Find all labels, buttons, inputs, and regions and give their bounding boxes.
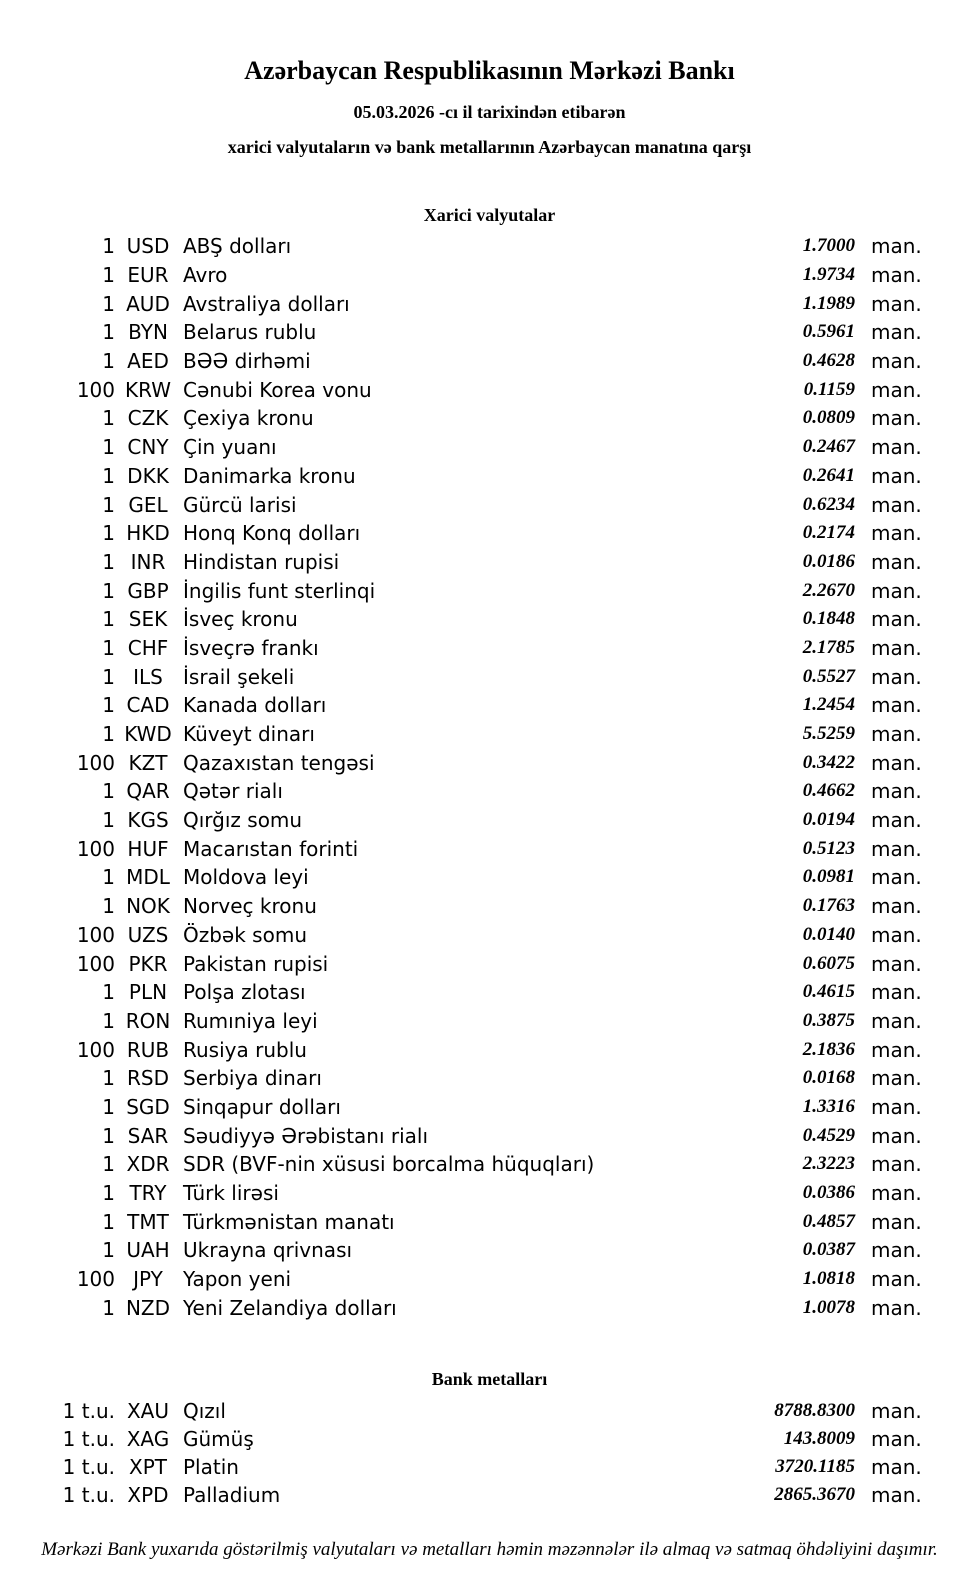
currency-name: Gümüş bbox=[183, 1427, 254, 1452]
unit-label: man. bbox=[871, 406, 922, 431]
section-heading-metals: Bank metalları bbox=[431, 1369, 548, 1390]
currency-row bbox=[0, 949, 979, 978]
section-heading-currencies: Xarici valyutalar bbox=[423, 205, 556, 225]
currency-row bbox=[0, 748, 979, 777]
unit-label: man. bbox=[871, 377, 922, 402]
currency-code: GEL bbox=[128, 492, 168, 517]
exchange-rate: 0.3875 bbox=[802, 1009, 855, 1031]
subtitle: xarici valyutaların və bank metallarının Azərbaycan manatına qarşı bbox=[227, 137, 752, 157]
currency-code: DKK bbox=[127, 463, 169, 488]
currency-code: USD bbox=[126, 234, 170, 259]
currency-name: Moldova leyi bbox=[183, 865, 309, 890]
unit-label: man. bbox=[871, 349, 922, 374]
currency-name: Türk lirəsi bbox=[183, 1181, 279, 1206]
currency-code: CZK bbox=[127, 406, 169, 431]
currency-name: Norveç kronu bbox=[183, 894, 317, 919]
exchange-rate: 3720.1185 bbox=[775, 1456, 855, 1478]
exchange-rate: 0.2174 bbox=[802, 522, 855, 544]
quantity: 1 bbox=[102, 320, 115, 345]
exchange-rate: 0.5123 bbox=[802, 837, 855, 859]
quantity: 1 bbox=[102, 1152, 115, 1177]
currency-name: Yeni Zelandiya dolları bbox=[183, 1295, 397, 1320]
currency-code: PLN bbox=[128, 980, 168, 1005]
exchange-rate: 1.3316 bbox=[802, 1095, 855, 1117]
quantity: 1 bbox=[102, 722, 115, 747]
currency-row bbox=[0, 433, 979, 462]
currency-name: Qırğız somu bbox=[183, 808, 303, 833]
exchange-rate: 8788.8300 bbox=[774, 1400, 855, 1422]
currency-row bbox=[0, 1207, 979, 1236]
currency-row bbox=[0, 1121, 979, 1150]
currency-name: İngilis funt sterlinqi bbox=[183, 578, 376, 603]
unit-label: man. bbox=[871, 549, 922, 574]
quantity: 1 bbox=[102, 693, 115, 718]
currency-code: XDR bbox=[126, 1152, 170, 1177]
currency-row bbox=[0, 1064, 979, 1093]
quantity: 1 t.u. bbox=[62, 1455, 115, 1480]
currency-name: İsrail şekeli bbox=[183, 664, 295, 689]
currency-name: Rusiya rublu bbox=[183, 1037, 307, 1062]
currency-code: UZS bbox=[127, 922, 169, 947]
exchange-rate: 1.0078 bbox=[802, 1296, 855, 1318]
currency-name: Qızıl bbox=[183, 1399, 226, 1424]
currency-row bbox=[0, 462, 979, 491]
currency-name: Yapon yeni bbox=[183, 1267, 292, 1292]
currency-row bbox=[0, 1293, 979, 1322]
unit-label: man. bbox=[871, 894, 922, 919]
unit-label: man. bbox=[871, 922, 922, 947]
currency-name: Səudiyyə Ərəbistanı rialı bbox=[183, 1123, 429, 1148]
quantity: 1 bbox=[102, 1238, 115, 1263]
currency-row bbox=[0, 347, 979, 376]
currency-code: HUF bbox=[127, 836, 169, 861]
exchange-rate: 0.0194 bbox=[802, 809, 855, 831]
footer-note: Mərkəzi Bank yuxarıda göstərilmiş valyutaları və metalları həmin məzənnələr ilə almaq və satmaq öhdəliyini daşımır. bbox=[41, 1539, 938, 1561]
currency-name: Çin yuanı bbox=[183, 435, 277, 460]
currency-row bbox=[0, 318, 979, 347]
unit-label: man. bbox=[871, 865, 922, 890]
quantity: 1 bbox=[102, 578, 115, 603]
currency-row bbox=[0, 1035, 979, 1064]
exchange-rate: 0.6234 bbox=[802, 493, 855, 515]
currency-name: İsveçrə frankı bbox=[183, 635, 319, 660]
exchange-rate: 0.0387 bbox=[802, 1239, 855, 1261]
currency-code: NOK bbox=[126, 894, 170, 919]
unit-label: man. bbox=[871, 1399, 922, 1424]
quantity: 1 bbox=[102, 1123, 115, 1148]
currency-name: ABŞ dolları bbox=[183, 234, 292, 259]
currency-code: EUR bbox=[127, 263, 169, 288]
exchange-rate: 2865.3670 bbox=[774, 1484, 855, 1506]
exchange-rate: 143.8009 bbox=[783, 1428, 855, 1450]
exchange-rate: 5.5259 bbox=[802, 723, 855, 745]
quantity: 1 bbox=[102, 463, 115, 488]
exchange-rate: 0.0809 bbox=[802, 407, 855, 429]
currency-row bbox=[0, 1093, 979, 1122]
currency-row bbox=[0, 261, 979, 290]
currency-code: JPY bbox=[133, 1267, 163, 1292]
currency-name: Belarus rublu bbox=[183, 320, 317, 345]
exchange-rate: 0.0186 bbox=[802, 550, 855, 572]
currency-name: İsveç kronu bbox=[183, 607, 298, 632]
exchange-rate: 1.2454 bbox=[802, 694, 855, 716]
unit-label: man. bbox=[871, 521, 922, 546]
unit-label: man. bbox=[871, 1008, 922, 1033]
currency-row bbox=[0, 806, 979, 835]
quantity: 1 bbox=[102, 291, 115, 316]
unit-label: man. bbox=[871, 492, 922, 517]
exchange-rate: 0.0386 bbox=[802, 1182, 855, 1204]
currency-code: KGS bbox=[127, 808, 169, 833]
currency-name: SDR (BVF-nin xüsusi borcalma hüquqları) bbox=[183, 1152, 595, 1177]
quantity: 1 bbox=[102, 894, 115, 919]
currency-row bbox=[0, 834, 979, 863]
metal-row bbox=[0, 1453, 979, 1481]
currency-code: XPD bbox=[127, 1483, 169, 1508]
currency-code: MDL bbox=[126, 865, 170, 890]
unit-label: man. bbox=[871, 291, 922, 316]
currency-row bbox=[0, 634, 979, 663]
currency-code: TRY bbox=[129, 1181, 167, 1206]
unit-label: man. bbox=[871, 320, 922, 345]
quantity: 1 bbox=[102, 1295, 115, 1320]
metal-row bbox=[0, 1481, 979, 1509]
currency-row bbox=[0, 662, 979, 691]
exchange-rate: 2.3223 bbox=[802, 1153, 855, 1175]
quantity: 100 bbox=[76, 750, 115, 775]
currency-code: AED bbox=[127, 349, 169, 374]
currency-name: Gürcü larisi bbox=[183, 492, 297, 517]
currency-code: HKD bbox=[126, 521, 170, 546]
unit-label: man. bbox=[871, 1295, 922, 1320]
quantity: 1 bbox=[102, 349, 115, 374]
unit-label: man. bbox=[871, 435, 922, 460]
currency-row bbox=[0, 1265, 979, 1294]
currency-table bbox=[0, 232, 979, 1322]
unit-label: man. bbox=[871, 234, 922, 259]
quantity: 1 bbox=[102, 1008, 115, 1033]
page-title: Azərbaycan Respublikasının Mərkəzi Bankı bbox=[244, 56, 735, 85]
currency-name: Pakistan rupisi bbox=[183, 951, 329, 976]
currency-name: Sinqapur dolları bbox=[183, 1094, 341, 1119]
quantity: 100 bbox=[76, 1037, 115, 1062]
exchange-rate: 0.1763 bbox=[802, 895, 855, 917]
unit-label: man. bbox=[871, 1267, 922, 1292]
currency-row bbox=[0, 892, 979, 921]
quantity: 1 bbox=[102, 1181, 115, 1206]
exchange-rate: 1.9734 bbox=[802, 264, 855, 286]
quantity: 1 t.u. bbox=[62, 1483, 115, 1508]
unit-label: man. bbox=[871, 635, 922, 660]
unit-label: man. bbox=[871, 693, 922, 718]
exchange-rate: 1.0818 bbox=[802, 1268, 855, 1290]
quantity: 100 bbox=[76, 377, 115, 402]
unit-label: man. bbox=[871, 722, 922, 747]
currency-code: XAG bbox=[126, 1427, 170, 1452]
unit-label: man. bbox=[871, 1181, 922, 1206]
currency-code: CHF bbox=[127, 635, 169, 660]
unit-label: man. bbox=[871, 808, 922, 833]
unit-label: man. bbox=[871, 836, 922, 861]
currency-code: RUB bbox=[126, 1037, 170, 1062]
metal-row bbox=[0, 1425, 979, 1453]
currency-row bbox=[0, 1150, 979, 1179]
exchange-rate: 0.4857 bbox=[802, 1210, 855, 1232]
currency-row bbox=[0, 863, 979, 892]
currency-name: Palladium bbox=[183, 1483, 281, 1508]
currency-name: Kanada dolları bbox=[183, 693, 327, 718]
currency-row bbox=[0, 490, 979, 519]
currency-name: Macarıstan forinti bbox=[183, 836, 359, 861]
currency-row bbox=[0, 548, 979, 577]
currency-code: PKR bbox=[128, 951, 168, 976]
currency-name: Rumıniya leyi bbox=[183, 1008, 318, 1033]
currency-name: Avro bbox=[183, 263, 228, 288]
unit-label: man. bbox=[871, 463, 922, 488]
currency-name: Türkmənistan manatı bbox=[183, 1209, 395, 1234]
unit-label: man. bbox=[871, 1094, 922, 1119]
currency-code: RSD bbox=[127, 1066, 169, 1091]
unit-label: man. bbox=[871, 980, 922, 1005]
quantity: 1 bbox=[102, 1094, 115, 1119]
exchange-rate: 2.2670 bbox=[802, 579, 855, 601]
currency-row bbox=[0, 720, 979, 749]
currency-name: Cənubi Korea vonu bbox=[183, 377, 372, 402]
currency-code: BYN bbox=[128, 320, 168, 345]
exchange-rate: 2.1836 bbox=[802, 1038, 855, 1060]
exchange-rate: 0.4529 bbox=[802, 1124, 855, 1146]
currency-code: AUD bbox=[126, 291, 170, 316]
quantity: 1 bbox=[102, 865, 115, 890]
quantity: 1 bbox=[102, 808, 115, 833]
quantity: 1 bbox=[102, 635, 115, 660]
unit-label: man. bbox=[871, 664, 922, 689]
currency-name: Polşa zlotası bbox=[183, 980, 306, 1005]
exchange-rate: 0.5961 bbox=[802, 321, 855, 343]
currency-code: KZT bbox=[128, 750, 168, 775]
currency-row bbox=[0, 921, 979, 950]
unit-label: man. bbox=[871, 951, 922, 976]
currency-row bbox=[0, 605, 979, 634]
quantity: 1 bbox=[102, 1209, 115, 1234]
currency-row bbox=[0, 777, 979, 806]
quantity: 100 bbox=[76, 836, 115, 861]
unit-label: man. bbox=[871, 1483, 922, 1508]
metal-row bbox=[0, 1397, 979, 1425]
quantity: 1 bbox=[102, 549, 115, 574]
exchange-rate: 0.1159 bbox=[803, 378, 855, 400]
currency-name: Qazaxıstan tengəsi bbox=[183, 750, 375, 775]
exchange-rate: 0.0140 bbox=[802, 923, 855, 945]
unit-label: man. bbox=[871, 263, 922, 288]
quantity: 100 bbox=[76, 922, 115, 947]
currency-row bbox=[0, 576, 979, 605]
quantity: 100 bbox=[76, 951, 115, 976]
unit-label: man. bbox=[871, 750, 922, 775]
currency-row bbox=[0, 1007, 979, 1036]
exchange-rate: 0.4615 bbox=[802, 981, 855, 1003]
currency-code: XAU bbox=[126, 1399, 170, 1424]
currency-name: Ukrayna qrivnası bbox=[183, 1238, 353, 1263]
quantity: 1 bbox=[102, 521, 115, 546]
currency-code: KRW bbox=[125, 377, 171, 402]
quantity: 1 bbox=[102, 980, 115, 1005]
quantity: 1 bbox=[102, 234, 115, 259]
quantity: 1 bbox=[102, 263, 115, 288]
exchange-rate: 0.5527 bbox=[802, 665, 855, 687]
unit-label: man. bbox=[871, 1427, 922, 1452]
unit-label: man. bbox=[871, 1123, 922, 1148]
currency-row bbox=[0, 232, 979, 261]
exchange-rate: 0.0168 bbox=[802, 1067, 855, 1089]
currency-code: SEK bbox=[128, 607, 168, 632]
quantity: 100 bbox=[76, 1267, 115, 1292]
currency-code: NZD bbox=[125, 1295, 171, 1320]
currency-name: Serbiya dinarı bbox=[183, 1066, 322, 1091]
unit-label: man. bbox=[871, 1455, 922, 1480]
quantity: 1 bbox=[102, 406, 115, 431]
exchange-rate: 0.4628 bbox=[802, 350, 855, 372]
currency-row bbox=[0, 519, 979, 548]
effective-date-line: 05.03.2026 -cı il tarixindən etibarən bbox=[353, 102, 626, 122]
currency-name: Qətər rialı bbox=[183, 779, 283, 804]
currency-row bbox=[0, 691, 979, 720]
currency-name: BƏƏ dirhəmi bbox=[183, 349, 311, 374]
unit-label: man. bbox=[871, 578, 922, 603]
exchange-rate: 1.7000 bbox=[802, 235, 855, 257]
unit-label: man. bbox=[871, 607, 922, 632]
quantity: 1 bbox=[102, 779, 115, 804]
currency-row bbox=[0, 1179, 979, 1208]
currency-code: ILS bbox=[133, 664, 163, 689]
unit-label: man. bbox=[871, 779, 922, 804]
currency-row bbox=[0, 404, 979, 433]
currency-row bbox=[0, 978, 979, 1007]
exchange-rate: 1.1989 bbox=[802, 292, 855, 314]
currency-name: Honq Konq dolları bbox=[183, 521, 361, 546]
unit-label: man. bbox=[871, 1152, 922, 1177]
currency-name: Küveyt dinarı bbox=[183, 722, 315, 747]
currency-code: INR bbox=[130, 549, 166, 574]
unit-label: man. bbox=[871, 1066, 922, 1091]
exchange-rate: 0.6075 bbox=[802, 952, 855, 974]
currency-name: Platin bbox=[183, 1455, 239, 1480]
quantity: 1 bbox=[102, 607, 115, 632]
currency-name: Danimarka kronu bbox=[183, 463, 356, 488]
currency-name: Avstraliya dolları bbox=[183, 291, 350, 316]
quantity: 1 t.u. bbox=[62, 1427, 115, 1452]
quantity: 1 bbox=[102, 1066, 115, 1091]
unit-label: man. bbox=[871, 1037, 922, 1062]
currency-name: Hindistan rupisi bbox=[183, 549, 340, 574]
currency-row bbox=[0, 289, 979, 318]
currency-code: GBP bbox=[127, 578, 169, 603]
currency-name: Çexiya kronu bbox=[183, 406, 314, 431]
exchange-rate: 0.3422 bbox=[802, 751, 855, 773]
currency-code: SAR bbox=[127, 1123, 169, 1148]
currency-code: XPT bbox=[129, 1455, 167, 1480]
currency-code: CNY bbox=[127, 435, 169, 460]
unit-label: man. bbox=[871, 1238, 922, 1263]
currency-code: QAR bbox=[126, 779, 170, 804]
unit-label: man. bbox=[871, 1209, 922, 1234]
exchange-rate: 0.0981 bbox=[802, 866, 855, 888]
metal-table bbox=[0, 1397, 979, 1509]
quantity: 1 bbox=[102, 664, 115, 689]
exchange-rate: 0.1848 bbox=[802, 608, 855, 630]
currency-code: CAD bbox=[126, 693, 170, 718]
exchange-rate: 2.1785 bbox=[802, 636, 855, 658]
exchange-rate: 0.4662 bbox=[802, 780, 855, 802]
currency-name: Özbək somu bbox=[183, 922, 307, 947]
currency-code: KWD bbox=[124, 722, 172, 747]
currency-code: RON bbox=[125, 1008, 171, 1033]
currency-row bbox=[0, 1236, 979, 1265]
currency-code: TMT bbox=[127, 1209, 169, 1234]
quantity: 1 bbox=[102, 435, 115, 460]
exchange-rate: 0.2641 bbox=[802, 464, 855, 486]
quantity: 1 bbox=[102, 492, 115, 517]
currency-code: UAH bbox=[126, 1238, 170, 1263]
currency-code: SGD bbox=[126, 1094, 170, 1119]
quantity: 1 t.u. bbox=[62, 1399, 115, 1424]
currency-row bbox=[0, 375, 979, 404]
exchange-rate: 0.2467 bbox=[802, 436, 855, 458]
